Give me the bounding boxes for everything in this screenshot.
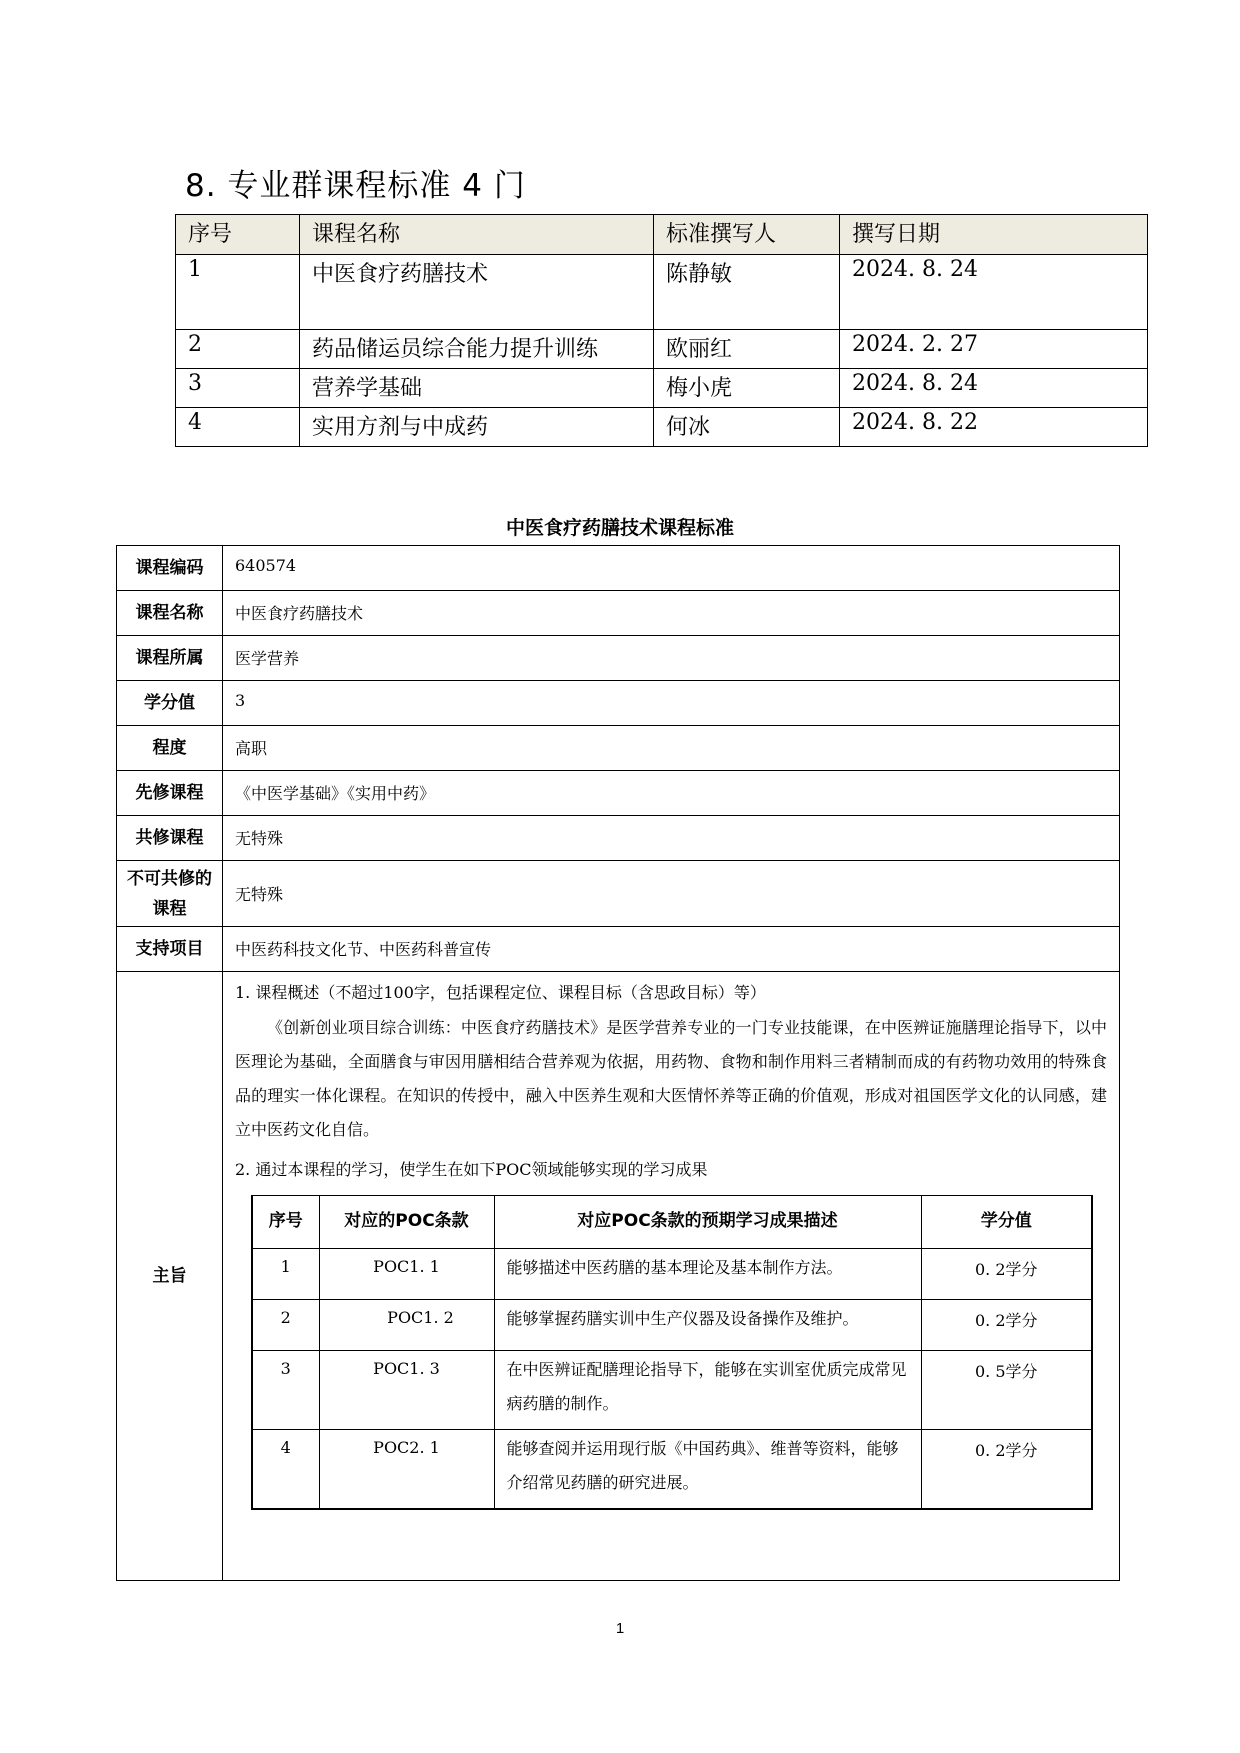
table-row	[252, 1351, 1092, 1430]
table-cell: 4	[176, 408, 300, 447]
field-row-credits	[117, 681, 1120, 726]
field-value: 中医药科技文化节、中医药科普宣传	[223, 927, 1120, 972]
field-value: 中医食疗药膳技术	[223, 591, 1120, 636]
field-value: 无特殊	[223, 816, 1120, 861]
page-number: 1	[615, 1620, 625, 1637]
field-value: 医学营养	[223, 636, 1120, 681]
main-label: 主旨	[117, 972, 223, 1581]
table-cell: 能够掌握药膳实训中生产仪器及设备操作及维护。	[494, 1300, 921, 1351]
table-cell: 2	[252, 1300, 319, 1351]
field-label: 支持项目	[117, 927, 223, 972]
table-row	[176, 408, 1148, 447]
column-header: 对应POC条款的预期学习成果描述	[494, 1196, 921, 1249]
table-cell: POC1. 3	[319, 1351, 494, 1430]
table-cell: 0. 2学分	[921, 1430, 1092, 1510]
table-cell: 在中医辨证配膳理论指导下，能够在实训室优质完成常见病药膳的制作。	[494, 1351, 921, 1430]
column-header: 学分值	[921, 1196, 1092, 1249]
table-cell: POC2. 1	[319, 1430, 494, 1510]
course-standard-title: 中医食疗药膳技术课程标准	[505, 517, 734, 539]
section2-title: 2. 通过本课程的学习，使学生在如下POC领域能够实现的学习成果	[235, 1160, 708, 1179]
field-label: 程度	[117, 726, 223, 771]
table-row	[176, 330, 1148, 369]
field-label: 先修课程	[117, 771, 223, 816]
table-row	[252, 1249, 1092, 1300]
table-cell: 1	[252, 1249, 319, 1300]
field-label: 不可共修的课程	[117, 861, 223, 927]
table-cell: 能够描述中医药膳的基本理论及基本制作方法。	[494, 1249, 921, 1300]
column-header: 撰写日期	[840, 215, 1148, 255]
section1-body: 《创新创业项目综合训练：中医食疗药膳技术》是医学营养专业的一门专业技能课，在中医辨证施膳理论指导下，以中医理论为基础，全面膳食与审因用膳相结合营养观为依据，用药物、食物和制作用料三者精制而成的有药物功效用的特殊食品的理实一体化课程。在知识的传授中，融入中医养生观和大医情怀养等正确的价值观，形成对祖国医学文化的认同感，建立中医药文化自信。	[235, 1018, 1107, 1139]
table-cell: 0. 5学分	[921, 1351, 1092, 1430]
table-cell: 何冰	[654, 408, 840, 447]
table-cell: 陈静敏	[654, 255, 840, 330]
field-label: 共修课程	[117, 816, 223, 861]
table-cell: 3	[176, 369, 300, 408]
field-value: 高职	[223, 726, 1120, 771]
field-label: 课程名称	[117, 591, 223, 636]
field-row-prerequisites	[117, 771, 1120, 816]
field-value: 640574	[223, 546, 1120, 591]
field-row-main	[117, 972, 1120, 1581]
field-row-course-code	[117, 546, 1120, 591]
field-label: 课程编码	[117, 546, 223, 591]
table-header-row	[252, 1196, 1092, 1249]
column-header: 对应的POC条款	[319, 1196, 494, 1249]
course-standard-table	[116, 545, 1120, 1581]
table-cell: 营养学基础	[300, 369, 654, 408]
field-row-exclusions	[117, 861, 1120, 927]
table-row	[252, 1430, 1092, 1510]
table-cell: 3	[252, 1351, 319, 1430]
table-cell: 0. 2学分	[921, 1249, 1092, 1300]
table-cell: 2024. 8. 22	[840, 408, 1148, 447]
table-cell: 2	[176, 330, 300, 369]
field-row-course-name	[117, 591, 1120, 636]
table-cell: 实用方剂与中成药	[300, 408, 654, 447]
table-row	[252, 1300, 1092, 1351]
column-header: 序号	[252, 1196, 319, 1249]
table-cell: 中医食疗药膳技术	[300, 255, 654, 330]
table-cell: 药品储运员综合能力提升训练	[300, 330, 654, 369]
field-label: 学分值	[117, 681, 223, 726]
table-cell: POC1. 2	[319, 1300, 494, 1351]
section1-title: 1. 课程概述（不超过100字，包括课程定位、课程目标（含思政目标）等）	[235, 983, 766, 1002]
table-cell: 0. 2学分	[921, 1300, 1092, 1351]
field-value: 3	[223, 681, 1120, 726]
table-cell: 2024. 8. 24	[840, 369, 1148, 408]
table-cell: 4	[252, 1430, 319, 1510]
main-content	[223, 972, 1120, 1581]
field-label: 课程所属	[117, 636, 223, 681]
table-cell: 1	[176, 255, 300, 330]
column-header: 序号	[176, 215, 300, 255]
table-header-row	[176, 215, 1148, 255]
table-row	[176, 369, 1148, 408]
page-title: 8. 专业群课程标准 4 门	[185, 168, 526, 204]
field-row-support-projects	[117, 927, 1120, 972]
column-header: 标准撰写人	[654, 215, 840, 255]
field-row-course-affiliation	[117, 636, 1120, 681]
field-value: 《中医学基础》《实用中药》	[223, 771, 1120, 816]
table-cell: 2024. 2. 27	[840, 330, 1148, 369]
course-standards-summary-table	[175, 214, 1148, 447]
table-row	[176, 255, 1148, 330]
column-header: 课程名称	[300, 215, 654, 255]
table-cell: 欧丽红	[654, 330, 840, 369]
poc-outcomes-table	[251, 1195, 1093, 1510]
table-cell: 2024. 8. 24	[840, 255, 1148, 330]
field-row-level	[117, 726, 1120, 771]
field-row-corequisites	[117, 816, 1120, 861]
table-cell: 梅小虎	[654, 369, 840, 408]
table-cell: POC1. 1	[319, 1249, 494, 1300]
table-cell: 能够查阅并运用现行版《中国药典》、维普等资料，能够介绍常见药膳的研究进展。	[494, 1430, 921, 1510]
field-value: 无特殊	[223, 861, 1120, 927]
